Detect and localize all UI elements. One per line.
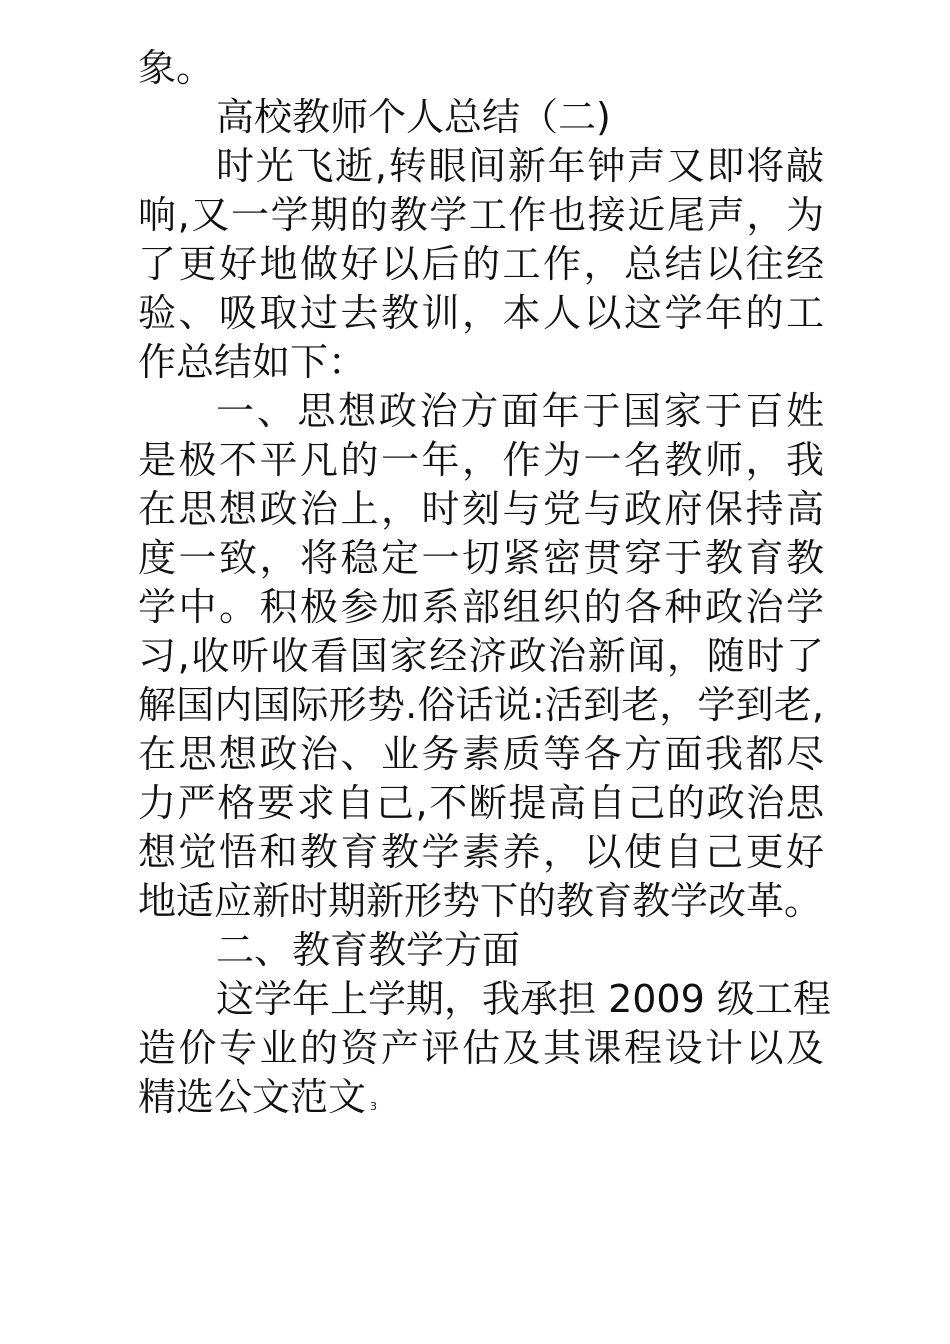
- paragraph-line: 造价专业的资产评估及其课程设计以及: [138, 1026, 824, 1070]
- paragraph-line: 在思想政治上，时刻与党与政府保持高: [138, 487, 824, 531]
- continued-paragraph-end: 象。: [138, 46, 215, 90]
- page-number: 3: [370, 1100, 378, 1113]
- paragraph-line: 一、思想政治方面年于国家于百姓: [216, 389, 824, 433]
- paragraph-line: 验、吸取过去教训，本人以这学年的工: [138, 291, 824, 335]
- teaching-paragraph: [138, 975, 831, 1122]
- paragraph-line: 是极不平凡的一年，作为一名教师，我: [138, 438, 824, 482]
- paragraph-line: 时光飞逝,转眼间新年钟声又即将敲: [216, 144, 824, 188]
- paragraph-line: 这学年上学期，我承担 2009 级工程: [216, 977, 831, 1021]
- paragraph-line-text: 精选公文范文: [138, 1075, 367, 1119]
- politics-paragraph: [138, 387, 824, 926]
- paragraph-line: 力严格要求自己,不断提高自己的政治思: [138, 781, 824, 825]
- paragraph-line: 解国内国际形势.俗话说:活到老，学到老,: [138, 683, 824, 727]
- paragraph-line: 在思想政治、业务素质等各方面我都尽: [138, 732, 824, 776]
- paragraph-line: 地适应新时期新形势下的教育教学改革。: [138, 879, 823, 923]
- intro-paragraph: [138, 142, 824, 387]
- document-body: [138, 44, 831, 1122]
- paragraph-final-line: [138, 1073, 824, 1122]
- paragraph-line: 了更好地做好以后的工作，总结以往经: [138, 242, 824, 286]
- paragraph-line: 度一致，将稳定一切紧密贯穿于教育教: [138, 536, 824, 580]
- paragraph-line: 想觉悟和教育教学素养，以使自己更好: [138, 830, 824, 874]
- paragraph-line: 作总结如下：: [138, 340, 367, 384]
- teaching-heading: 二、教育教学方面: [216, 928, 521, 972]
- paragraph-line: 习,收听收看国家经济政治新闻，随时了: [138, 634, 824, 678]
- paragraph-line: 学中。积极参加系部组织的各种政治学: [138, 585, 824, 629]
- paragraph-line: 响,又一学期的教学工作也接近尾声，为: [138, 193, 824, 237]
- section-title: 高校教师个人总结（二): [216, 95, 611, 139]
